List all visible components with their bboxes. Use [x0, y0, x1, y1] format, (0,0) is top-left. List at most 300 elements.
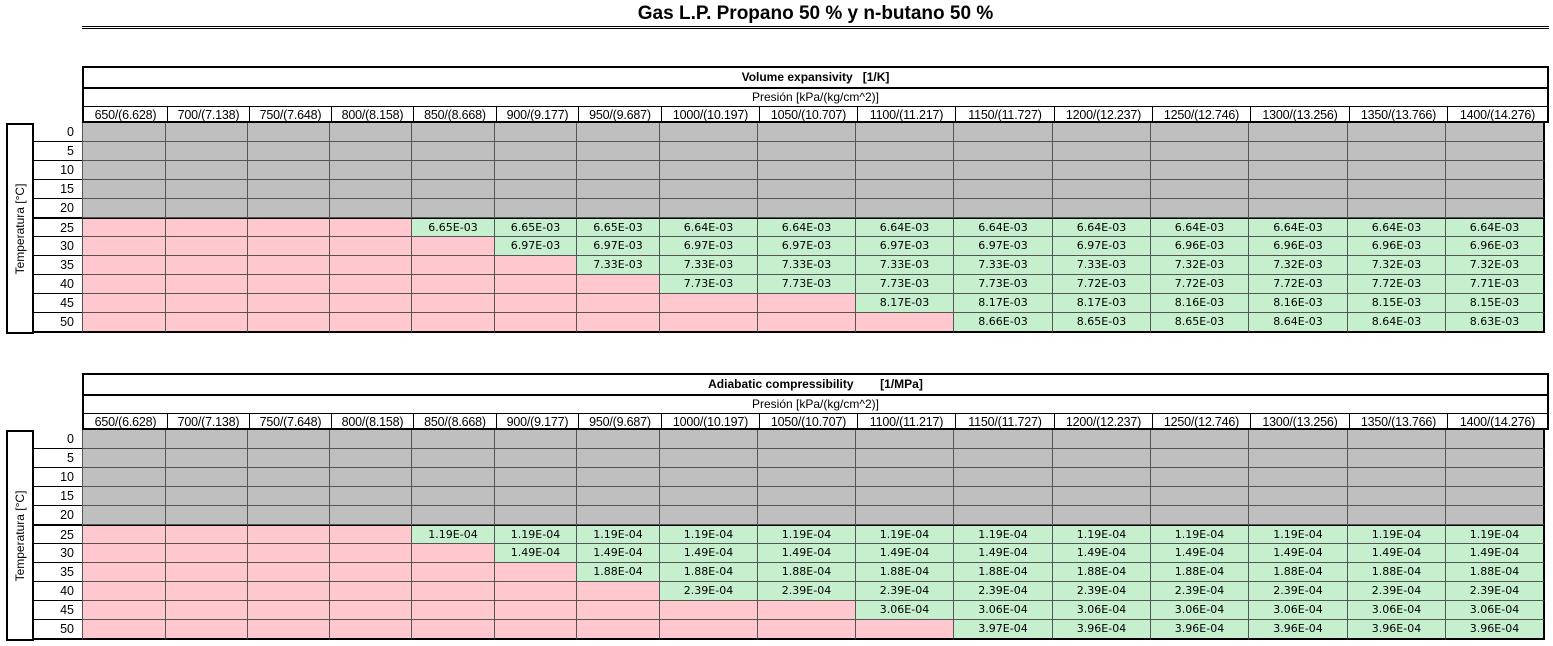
- value-cell: 3.06E-04: [855, 601, 953, 620]
- value-cell: [82, 582, 165, 601]
- value-cell: [165, 563, 247, 582]
- value-cell: [1445, 161, 1545, 180]
- pressure-column-header: 800/(8.158): [331, 414, 413, 431]
- value-cell: [82, 525, 165, 544]
- value-cell: 2.39E-04: [1150, 582, 1248, 601]
- value-cell: 7.33E-03: [757, 256, 855, 275]
- value-cell: 6.64E-03: [953, 218, 1052, 237]
- value-cell: [659, 449, 757, 468]
- value-cell: [1347, 180, 1445, 199]
- value-cell: 1.49E-04: [855, 544, 953, 563]
- table-row: [32, 582, 1549, 601]
- value-cell: [576, 142, 659, 161]
- value-cell: 8.17E-03: [855, 294, 953, 313]
- table-row: [32, 275, 1549, 294]
- pressure-column-header: 750/(7.648): [249, 414, 331, 431]
- value-cell: [855, 142, 953, 161]
- value-cell: [411, 449, 494, 468]
- value-cell: [82, 430, 165, 449]
- value-cell: [576, 275, 659, 294]
- value-cell: [247, 142, 329, 161]
- value-cell: 1.88E-04: [1150, 563, 1248, 582]
- value-cell: [953, 487, 1052, 506]
- value-cell: [329, 199, 411, 218]
- value-cell: [855, 180, 953, 199]
- value-cell: [329, 487, 411, 506]
- value-cell: [1248, 123, 1347, 142]
- value-cell: [1052, 199, 1150, 218]
- value-cell: [247, 468, 329, 487]
- value-cell: [494, 294, 576, 313]
- temperature-cell: 5: [32, 142, 82, 161]
- value-cell: [1150, 430, 1248, 449]
- pressure-column-header: 800/(8.158): [331, 107, 413, 124]
- temperature-cell: 50: [32, 313, 82, 333]
- value-cell: [165, 582, 247, 601]
- pressure-column-header: 1250/(12.746): [1152, 414, 1250, 431]
- value-cell: [1347, 468, 1445, 487]
- value-cell: [247, 582, 329, 601]
- pressure-column-header: 700/(7.138): [167, 414, 249, 431]
- value-cell: [494, 430, 576, 449]
- property-title: Adiabatic compressibility [1/MPa]: [84, 375, 1547, 396]
- table-row: [32, 487, 1549, 506]
- value-cell: [165, 218, 247, 237]
- value-cell: [576, 313, 659, 333]
- pressure-column-header: 1150/(11.727): [955, 107, 1054, 124]
- value-cell: [329, 620, 411, 640]
- value-cell: [329, 237, 411, 256]
- value-cell: 3.96E-04: [1052, 620, 1150, 640]
- value-cell: [247, 544, 329, 563]
- value-cell: 1.19E-04: [576, 525, 659, 544]
- value-cell: 2.39E-04: [855, 582, 953, 601]
- value-cell: 6.64E-03: [1445, 218, 1545, 237]
- pressure-column-header: 1100/(11.217): [857, 414, 955, 431]
- value-cell: [494, 275, 576, 294]
- value-cell: [165, 256, 247, 275]
- value-cell: [165, 142, 247, 161]
- value-cell: 3.96E-04: [1445, 620, 1545, 640]
- value-cell: [757, 601, 855, 620]
- value-cell: [411, 123, 494, 142]
- pressure-column-header: 1350/(13.766): [1349, 414, 1447, 431]
- pressure-column-header: 1200/(12.237): [1054, 414, 1152, 431]
- temperature-label: Temperatura [°C]: [13, 490, 27, 581]
- value-cell: [247, 218, 329, 237]
- value-cell: [329, 544, 411, 563]
- value-cell: [329, 275, 411, 294]
- value-cell: [757, 294, 855, 313]
- value-cell: [494, 563, 576, 582]
- value-cell: [165, 525, 247, 544]
- value-cell: [953, 468, 1052, 487]
- value-cell: [1445, 468, 1545, 487]
- value-cell: [411, 237, 494, 256]
- value-cell: 1.49E-04: [1248, 544, 1347, 563]
- value-cell: 2.39E-04: [1052, 582, 1150, 601]
- table-row: [32, 294, 1549, 313]
- value-cell: [329, 294, 411, 313]
- pressure-column-header: 1350/(13.766): [1349, 107, 1447, 124]
- value-cell: 6.96E-03: [1445, 237, 1545, 256]
- value-cell: [165, 601, 247, 620]
- value-cell: [1445, 142, 1545, 161]
- value-cell: [757, 142, 855, 161]
- value-cell: [411, 430, 494, 449]
- value-cell: [82, 161, 165, 180]
- value-cell: [1150, 487, 1248, 506]
- value-cell: 6.97E-03: [855, 237, 953, 256]
- temperature-cell: 5: [32, 449, 82, 468]
- value-cell: [411, 199, 494, 218]
- value-cell: [1248, 142, 1347, 161]
- value-cell: [1248, 180, 1347, 199]
- value-cell: [1248, 161, 1347, 180]
- value-cell: 8.15E-03: [1445, 294, 1545, 313]
- value-cell: 6.97E-03: [953, 237, 1052, 256]
- value-cell: 7.73E-03: [757, 275, 855, 294]
- value-cell: 1.88E-04: [855, 563, 953, 582]
- value-cell: 1.49E-04: [576, 544, 659, 563]
- value-cell: 1.49E-04: [659, 544, 757, 563]
- value-cell: [1248, 199, 1347, 218]
- value-cell: [576, 449, 659, 468]
- value-cell: [329, 563, 411, 582]
- value-cell: 1.19E-04: [953, 525, 1052, 544]
- value-cell: [1445, 180, 1545, 199]
- value-cell: [411, 256, 494, 275]
- value-cell: [165, 544, 247, 563]
- value-cell: [494, 582, 576, 601]
- value-cell: [1150, 142, 1248, 161]
- value-cell: [329, 313, 411, 333]
- value-cell: 8.63E-03: [1445, 313, 1545, 333]
- value-cell: [82, 563, 165, 582]
- value-cell: [494, 161, 576, 180]
- value-cell: [411, 582, 494, 601]
- value-cell: [757, 161, 855, 180]
- value-cell: 7.33E-03: [659, 256, 757, 275]
- value-cell: 6.97E-03: [494, 237, 576, 256]
- value-cell: [165, 468, 247, 487]
- temperature-cell: 10: [32, 161, 82, 180]
- value-cell: [82, 218, 165, 237]
- value-cell: [576, 582, 659, 601]
- table-row: [32, 449, 1549, 468]
- value-cell: [247, 487, 329, 506]
- pressure-columns: [84, 106, 1547, 124]
- value-cell: [82, 601, 165, 620]
- value-cell: 2.39E-04: [1347, 582, 1445, 601]
- value-cell: [247, 275, 329, 294]
- value-cell: 1.49E-04: [757, 544, 855, 563]
- value-cell: 1.88E-04: [1052, 563, 1150, 582]
- value-cell: [494, 506, 576, 525]
- value-cell: 7.32E-03: [1248, 256, 1347, 275]
- value-cell: 1.19E-04: [1150, 525, 1248, 544]
- value-cell: [329, 161, 411, 180]
- value-cell: 1.49E-04: [1150, 544, 1248, 563]
- value-cell: [329, 506, 411, 525]
- value-cell: 3.06E-04: [1248, 601, 1347, 620]
- pressure-column-header: 1400/(14.276): [1447, 107, 1547, 124]
- table-row: [32, 142, 1549, 161]
- value-cell: [247, 313, 329, 333]
- value-cell: 8.66E-03: [953, 313, 1052, 333]
- value-cell: [411, 601, 494, 620]
- value-cell: [953, 123, 1052, 142]
- value-cell: 1.19E-04: [757, 525, 855, 544]
- value-cell: [82, 544, 165, 563]
- value-cell: [82, 199, 165, 218]
- property-title: Volume expansivity [1/K]: [84, 68, 1547, 89]
- value-cell: [576, 601, 659, 620]
- value-cell: [1150, 506, 1248, 525]
- value-cell: 8.16E-03: [1150, 294, 1248, 313]
- value-cell: [494, 487, 576, 506]
- value-cell: [757, 430, 855, 449]
- table-row: [32, 525, 1549, 544]
- value-cell: [659, 161, 757, 180]
- value-cell: [411, 275, 494, 294]
- value-cell: [247, 563, 329, 582]
- value-cell: 3.06E-04: [1347, 601, 1445, 620]
- value-cell: 1.19E-04: [494, 525, 576, 544]
- value-cell: [329, 430, 411, 449]
- value-cell: [576, 199, 659, 218]
- value-cell: [1052, 430, 1150, 449]
- value-cell: 1.19E-04: [411, 525, 494, 544]
- value-cell: [576, 487, 659, 506]
- value-cell: [494, 601, 576, 620]
- pressure-column-header: 1250/(12.746): [1152, 107, 1250, 124]
- table-row: [32, 199, 1549, 218]
- temperature-cell: 0: [32, 430, 82, 449]
- pressure-column-header: 650/(6.628): [94, 415, 157, 429]
- value-cell: 2.39E-04: [757, 582, 855, 601]
- temperature-cell: 35: [32, 256, 82, 275]
- value-cell: 1.88E-04: [1445, 563, 1545, 582]
- pressure-column-header: 1150/(11.727): [955, 414, 1054, 431]
- value-cell: [411, 468, 494, 487]
- value-cell: 6.97E-03: [757, 237, 855, 256]
- value-cell: 7.33E-03: [1052, 256, 1150, 275]
- value-cell: [247, 294, 329, 313]
- value-cell: [82, 506, 165, 525]
- temperature-cell: 20: [32, 506, 82, 525]
- value-cell: 1.49E-04: [1347, 544, 1445, 563]
- value-cell: [953, 430, 1052, 449]
- table-header: [82, 66, 1549, 123]
- value-cell: 6.97E-03: [659, 237, 757, 256]
- value-cell: 8.15E-03: [1347, 294, 1445, 313]
- value-cell: [953, 142, 1052, 161]
- value-cell: 6.65E-03: [494, 218, 576, 237]
- table-row: [32, 601, 1549, 620]
- value-cell: [411, 180, 494, 199]
- value-cell: [411, 294, 494, 313]
- temperature-cell: 40: [32, 582, 82, 601]
- temperature-cell: 30: [32, 544, 82, 563]
- value-cell: 1.88E-04: [757, 563, 855, 582]
- value-cell: 6.96E-03: [1347, 237, 1445, 256]
- value-cell: [1347, 142, 1445, 161]
- table-row: [32, 237, 1549, 256]
- value-cell: 7.73E-03: [659, 275, 757, 294]
- value-cell: [1248, 506, 1347, 525]
- pressure-column-header: 850/(8.668): [413, 107, 496, 124]
- value-cell: [1052, 506, 1150, 525]
- temperature-cell: 15: [32, 487, 82, 506]
- value-cell: 6.96E-03: [1248, 237, 1347, 256]
- value-cell: 3.96E-04: [1248, 620, 1347, 640]
- value-cell: 7.33E-03: [855, 256, 953, 275]
- value-cell: 7.72E-03: [1052, 275, 1150, 294]
- value-cell: 1.88E-04: [1248, 563, 1347, 582]
- value-cell: 6.96E-03: [1150, 237, 1248, 256]
- value-cell: [82, 294, 165, 313]
- value-cell: [855, 506, 953, 525]
- value-cell: [757, 449, 855, 468]
- value-cell: [659, 142, 757, 161]
- table-row: [32, 313, 1549, 333]
- value-cell: 1.49E-04: [494, 544, 576, 563]
- value-cell: 1.49E-04: [1445, 544, 1545, 563]
- value-cell: [1052, 161, 1150, 180]
- value-cell: [576, 468, 659, 487]
- pressure-column-header: 900/(9.177): [496, 107, 578, 124]
- page-title: Gas L.P. Propano 50 % y n-butano 50 %: [637, 3, 994, 24]
- value-cell: [1347, 449, 1445, 468]
- value-cell: 7.33E-03: [576, 256, 659, 275]
- value-cell: [855, 620, 953, 640]
- value-cell: [1445, 430, 1545, 449]
- value-cell: [165, 180, 247, 199]
- table-row: [32, 563, 1549, 582]
- value-cell: [659, 468, 757, 487]
- value-cell: [1248, 430, 1347, 449]
- table-row: [32, 506, 1549, 525]
- pressure-column-header: 1000/(10.197): [661, 414, 759, 431]
- value-cell: 3.06E-04: [1445, 601, 1545, 620]
- table-row: [32, 218, 1549, 237]
- value-cell: [494, 468, 576, 487]
- value-cell: [82, 123, 165, 142]
- value-cell: [1445, 506, 1545, 525]
- temperature-label: Temperatura [°C]: [13, 183, 27, 274]
- value-cell: [82, 180, 165, 199]
- temperature-cell: 40: [32, 275, 82, 294]
- value-cell: [659, 487, 757, 506]
- value-cell: [1347, 487, 1445, 506]
- value-cell: [494, 123, 576, 142]
- value-cell: [576, 123, 659, 142]
- value-cell: [855, 468, 953, 487]
- temperature-cell: 15: [32, 180, 82, 199]
- value-cell: [247, 256, 329, 275]
- value-cell: [411, 620, 494, 640]
- value-cell: 1.49E-04: [1052, 544, 1150, 563]
- value-cell: 3.96E-04: [1347, 620, 1445, 640]
- temperature-cell: 50: [32, 620, 82, 640]
- value-cell: [247, 449, 329, 468]
- pressure-column-header: 700/(7.138): [167, 107, 249, 124]
- value-cell: 8.65E-03: [1052, 313, 1150, 333]
- value-cell: 2.39E-04: [953, 582, 1052, 601]
- value-cell: [329, 582, 411, 601]
- pressure-column-header: 950/(9.687): [578, 107, 661, 124]
- value-cell: [855, 161, 953, 180]
- table-row: [32, 544, 1549, 563]
- value-cell: [1150, 123, 1248, 142]
- value-cell: [953, 199, 1052, 218]
- value-cell: [411, 142, 494, 161]
- value-cell: [855, 199, 953, 218]
- value-cell: [82, 313, 165, 333]
- value-cell: 6.64E-03: [1150, 218, 1248, 237]
- pressure-column-header: 1000/(10.197): [661, 107, 759, 124]
- value-cell: 2.39E-04: [659, 582, 757, 601]
- value-cell: [659, 620, 757, 640]
- value-cell: [855, 313, 953, 333]
- value-cell: 6.97E-03: [576, 237, 659, 256]
- value-cell: [659, 601, 757, 620]
- value-cell: [1150, 449, 1248, 468]
- value-cell: 7.73E-03: [953, 275, 1052, 294]
- value-cell: [576, 506, 659, 525]
- temperature-cell: 25: [32, 525, 82, 544]
- value-cell: [82, 487, 165, 506]
- value-cell: 7.32E-03: [1150, 256, 1248, 275]
- pressure-column-header: 850/(8.668): [413, 414, 496, 431]
- value-cell: [1347, 506, 1445, 525]
- value-cell: [329, 180, 411, 199]
- value-cell: [329, 123, 411, 142]
- value-cell: 6.64E-03: [757, 218, 855, 237]
- value-cell: [329, 256, 411, 275]
- value-cell: [1052, 180, 1150, 199]
- value-cell: [757, 313, 855, 333]
- value-cell: [494, 620, 576, 640]
- value-cell: [165, 313, 247, 333]
- pressure-column-header: 950/(9.687): [578, 414, 661, 431]
- value-cell: 6.97E-03: [1052, 237, 1150, 256]
- value-cell: [1445, 123, 1545, 142]
- value-cell: 8.64E-03: [1347, 313, 1445, 333]
- value-cell: [1052, 123, 1150, 142]
- value-cell: [953, 180, 1052, 199]
- table-row: [32, 123, 1549, 142]
- value-cell: 8.17E-03: [953, 294, 1052, 313]
- temperature-cell: 25: [32, 218, 82, 237]
- value-cell: [1445, 449, 1545, 468]
- temperature-axis: [6, 430, 34, 641]
- value-cell: 1.88E-04: [1347, 563, 1445, 582]
- value-cell: 7.73E-03: [855, 275, 953, 294]
- value-cell: [1150, 180, 1248, 199]
- value-cell: [757, 487, 855, 506]
- value-cell: [659, 506, 757, 525]
- value-cell: [1052, 142, 1150, 161]
- temperature-cell: 35: [32, 563, 82, 582]
- value-cell: [576, 294, 659, 313]
- value-cell: [165, 487, 247, 506]
- value-cell: 1.19E-04: [1347, 525, 1445, 544]
- data-grid: [32, 123, 1549, 334]
- value-cell: [855, 430, 953, 449]
- value-cell: [1052, 449, 1150, 468]
